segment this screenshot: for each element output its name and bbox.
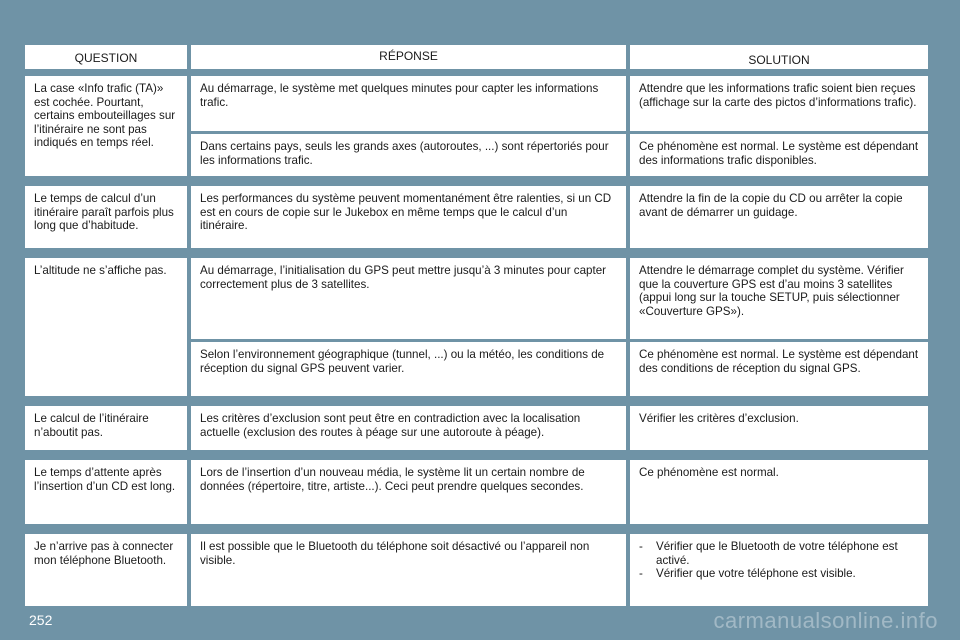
header-solution: SOLUTION	[630, 45, 928, 69]
row-1-answer-2: Dans certains pays, seuls les grands axes (autoroutes, ...) sont répertoriés pour les informations trafic.	[191, 134, 626, 176]
row-2-solution-1: Attendre la fin de la copie du CD ou arrêter la copie avant de démarrer un guidage.	[630, 186, 928, 248]
row-6-solution	[630, 534, 928, 606]
header-question: QUESTION	[25, 45, 187, 69]
row-5-question: Le temps d’attente après l’insertion d’un CD est long.	[25, 460, 187, 524]
header-answer: RÉPONSE	[191, 45, 626, 69]
row-6-answer-1: Il est possible que le Bluetooth du téléphone soit désactivé ou l’appareil non visible.	[191, 534, 626, 606]
row-1-solution-1: Attendre que les informations trafic soient bien reçues (affichage sur la carte des pictos d’informations trafic).	[630, 76, 928, 131]
row-3-answer-2: Selon l’environnement géographique (tunnel, ...) ou la météo, les conditions de réception du signal GPS peuvent varier.	[191, 342, 626, 396]
row-6-question: Je n’arrive pas à connecter mon téléphone Bluetooth.	[25, 534, 187, 606]
row-1-solution-2: Ce phénomène est normal. Le système est dépendant des informations trafic disponibles.	[630, 134, 928, 176]
row-3-solution-1: Attendre le démarrage complet du système. Vérifier que la couverture GPS est d’au moins 3 satellites (appui long sur la touche SETUP, puis sélectionner «Couverture GPS»).	[630, 258, 928, 339]
row-5-solution-1: Ce phénomène est normal.	[630, 460, 928, 524]
row-4-solution-1: Vérifier les critères d’exclusion.	[630, 406, 928, 450]
row-1-question: La case «Info trafic (TA)» est cochée. Pourtant, certains embouteillages sur l’itinéraire ne sont pas indiqués en temps réel.	[25, 76, 187, 176]
row-4-question: Le calcul de l’itinéraire n’aboutit pas.	[25, 406, 187, 450]
watermark: carmanualsonline.info	[713, 608, 938, 633]
row-2-question: Le temps de calcul d’un itinéraire paraît parfois plus long que d’habitude.	[25, 186, 187, 248]
row-6-solution-item-2: - Vérifier que votre téléphone est visible.	[639, 567, 919, 581]
row-1-answer-1: Au démarrage, le système met quelques minutes pour capter les informations trafic.	[191, 76, 626, 131]
row-6-solution-item-1: - Vérifier que le Bluetooth de votre téléphone est activé.	[639, 540, 919, 567]
row-3-solution-2: Ce phénomène est normal. Le système est dépendant des conditions de réception du signal GPS.	[630, 342, 928, 396]
row-2-answer-1: Les performances du système peuvent momentanément être ralenties, si un CD est en cours de copie sur le Jukebox en même temps que le calcul d’un itinéraire.	[191, 186, 626, 248]
row-3-answer-1: Au démarrage, l’initialisation du GPS peut mettre jusqu’à 3 minutes pour capter correctement plus de 3 satellites.	[191, 258, 626, 339]
row-6-solution-list	[639, 540, 919, 581]
row-5-answer-1: Lors de l’insertion d’un nouveau média, le système lit un certain nombre de données (répertoire, titre, artiste...). Ceci peut prendre quelques secondes.	[191, 460, 626, 524]
row-3-question: L’altitude ne s’affiche pas.	[25, 258, 187, 396]
row-4-answer-1: Les critères d’exclusion sont peut être en contradiction avec la localisation actuelle (exclusion des routes à péage sur une autoroute à péage).	[191, 406, 626, 450]
page-number: 252	[29, 612, 53, 628]
